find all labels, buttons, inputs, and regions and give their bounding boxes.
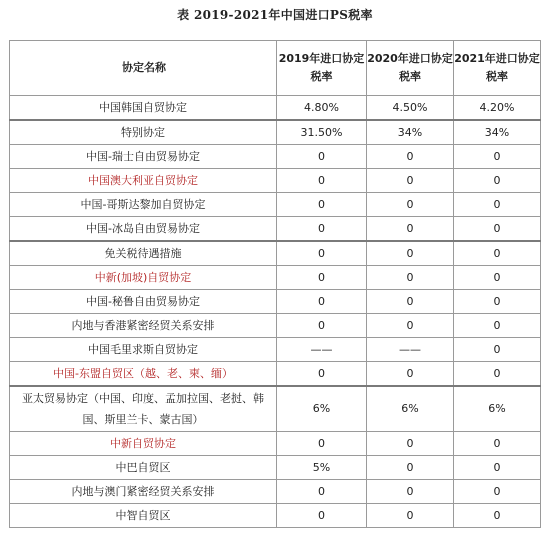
header-2020-rate: 2020年进口协定税率: [367, 41, 454, 96]
table-row: [10, 432, 541, 456]
rate-2021-cell: 0: [454, 290, 541, 314]
rate-2021-cell: 4.20%: [454, 96, 541, 121]
agreement-name-cell: 中国-哥斯达黎加自贸协定: [10, 193, 277, 217]
agreement-name-cell: 内地与香港紧密经贸关系安排: [10, 314, 277, 338]
agreement-name-cell: 中国韩国自贸协定: [10, 96, 277, 121]
rate-2021-cell: 0: [454, 338, 541, 362]
table-row: [10, 266, 541, 290]
rate-2020-cell: 0: [367, 432, 454, 456]
rate-2021-cell: 34%: [454, 120, 541, 145]
rate-2020-cell: 0: [367, 145, 454, 169]
rate-2020-cell: 0: [367, 193, 454, 217]
rate-2020-cell: 0: [367, 241, 454, 266]
tariff-table: [9, 40, 541, 528]
table-row: [10, 314, 541, 338]
header-row: [10, 41, 541, 96]
rate-2021-cell: 0: [454, 504, 541, 528]
rate-2020-cell: 0: [367, 314, 454, 338]
table-row: [10, 362, 541, 387]
header-2019-rate: 2019年进口协定税率: [277, 41, 367, 96]
rate-2020-cell: 0: [367, 362, 454, 387]
agreement-name-cell: 中巴自贸区: [10, 456, 277, 480]
rate-2019-cell: 0: [277, 314, 367, 338]
rate-2021-cell: 0: [454, 362, 541, 387]
table-row: [10, 456, 541, 480]
agreement-name-cell: 中新自贸协定: [10, 432, 277, 456]
rate-2021-cell: 0: [454, 241, 541, 266]
rate-2019-cell: 0: [277, 145, 367, 169]
table-row: [10, 217, 541, 242]
table-row: [10, 504, 541, 528]
agreement-name-cell: 特别协定: [10, 120, 277, 145]
rate-2021-cell: 0: [454, 193, 541, 217]
rate-2020-cell: 0: [367, 266, 454, 290]
table-row: [10, 386, 541, 432]
agreement-name-cell: 内地与澳门紧密经贸关系安排: [10, 480, 277, 504]
agreement-name-cell: 中国毛里求斯自贸协定: [10, 338, 277, 362]
rate-2020-cell: 0: [367, 169, 454, 193]
rate-2020-cell: 0: [367, 217, 454, 242]
table-row: [10, 145, 541, 169]
rate-2019-cell: 0: [277, 193, 367, 217]
rate-2021-cell: 0: [454, 480, 541, 504]
table-row: [10, 193, 541, 217]
header-agreement-name: 协定名称: [10, 41, 277, 96]
table-row: [10, 480, 541, 504]
rate-2021-cell: 0: [454, 314, 541, 338]
rate-2020-cell: 34%: [367, 120, 454, 145]
agreement-name-cell: 免关税待遇措施: [10, 241, 277, 266]
table-header: [10, 41, 541, 96]
agreement-name-cell: 中国-东盟自贸区（越、老、柬、缅）: [10, 362, 277, 387]
rate-2019-cell: 4.80%: [277, 96, 367, 121]
rate-2019-cell: 0: [277, 266, 367, 290]
table-row: [10, 241, 541, 266]
rate-2019-cell: 0: [277, 241, 367, 266]
rate-2019-cell: ——: [277, 338, 367, 362]
table-body: [10, 96, 541, 528]
rate-2019-cell: 5%: [277, 456, 367, 480]
agreement-name-cell: 中智自贸区: [10, 504, 277, 528]
agreement-name-cell: 中国-瑞士自由贸易协定: [10, 145, 277, 169]
header-2021-rate: 2021年进口协定税率: [454, 41, 541, 96]
rate-2021-cell: 0: [454, 169, 541, 193]
rate-2021-cell: 0: [454, 145, 541, 169]
rate-2019-cell: 0: [277, 169, 367, 193]
rate-2020-cell: ——: [367, 338, 454, 362]
rate-2019-cell: 31.50%: [277, 120, 367, 145]
rate-2021-cell: 0: [454, 217, 541, 242]
table-row: [10, 338, 541, 362]
agreement-name-cell: 中国-冰岛自由贸易协定: [10, 217, 277, 242]
table-row: [10, 120, 541, 145]
rate-2019-cell: 0: [277, 504, 367, 528]
table-row: [10, 290, 541, 314]
rate-2019-cell: 6%: [277, 386, 367, 432]
rate-2020-cell: 0: [367, 456, 454, 480]
table-title: 表 2019-2021年中国进口PS税率: [177, 8, 373, 22]
rate-2021-cell: 0: [454, 266, 541, 290]
rate-2019-cell: 0: [277, 217, 367, 242]
rate-2021-cell: 6%: [454, 386, 541, 432]
rate-2020-cell: 0: [367, 480, 454, 504]
rate-2019-cell: 0: [277, 362, 367, 387]
rate-2021-cell: 0: [454, 456, 541, 480]
agreement-name-cell: 中国-秘鲁自由贸易协定: [10, 290, 277, 314]
rate-2019-cell: 0: [277, 432, 367, 456]
agreement-name-cell: 中国澳大利亚自贸协定: [10, 169, 277, 193]
rate-2020-cell: 0: [367, 504, 454, 528]
rate-2020-cell: 6%: [367, 386, 454, 432]
rate-2020-cell: 4.50%: [367, 96, 454, 121]
rate-2019-cell: 0: [277, 290, 367, 314]
rate-2021-cell: 0: [454, 432, 541, 456]
agreement-name-cell: 亚太贸易协定（中国、印度、孟加拉国、老挝、韩国、斯里兰卡、蒙古国）: [10, 386, 277, 432]
table-row: [10, 96, 541, 121]
agreement-name-cell: 中新(加坡)自贸协定: [10, 266, 277, 290]
rate-2019-cell: 0: [277, 480, 367, 504]
table-row: [10, 169, 541, 193]
rate-2020-cell: 0: [367, 290, 454, 314]
